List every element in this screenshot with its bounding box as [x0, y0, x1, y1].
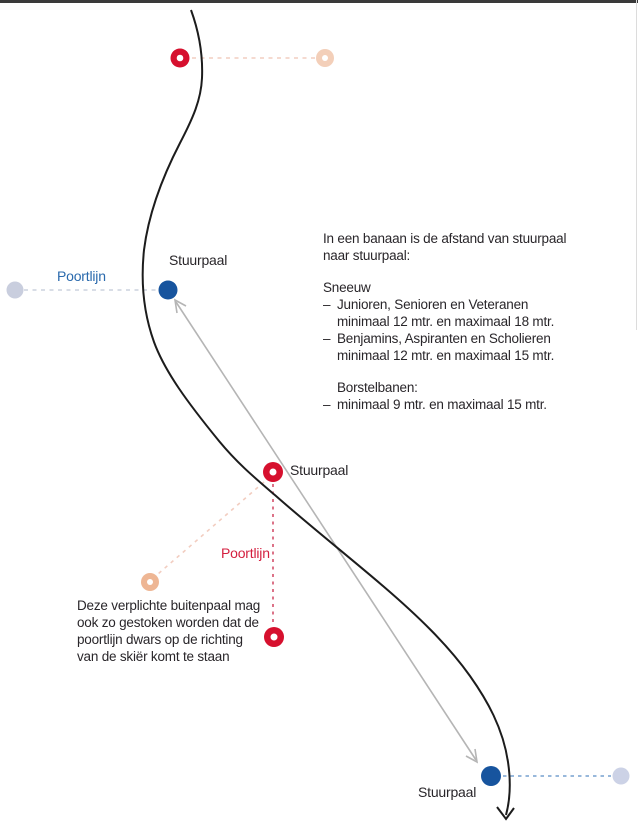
rules-intro-line1: In een banaan is de afstand van stuurpaal: [323, 231, 567, 246]
rules-section-borstel-title: Borstelbanen:: [337, 380, 418, 395]
pole-hole: [322, 55, 328, 61]
stuurpaal-label-lower: Stuurpaal: [418, 784, 477, 800]
note-line2: ook zo gestoken worden dat de: [77, 615, 259, 630]
poortpaal-dot-right-lavender: [613, 768, 630, 785]
pole-hole: [177, 55, 184, 62]
rules-item-text: Junioren, Senioren en Veteranen: [337, 297, 529, 312]
pole-hole: [271, 634, 278, 641]
rules-item-text: minimaal 9 mtr. en maximaal 15 mtr.: [337, 397, 547, 412]
spacer: [323, 264, 566, 279]
rules-intro-line2: naar stuurpaal:: [323, 248, 411, 263]
buitenpaal-note-block: [77, 597, 260, 665]
distance-rules-block: [323, 230, 566, 413]
rules-item-sneeuw-2-range: minimaal 12 mtr. en maximaal 15 mtr.: [337, 348, 555, 363]
rules-section-sneeuw-title: Sneeuw: [323, 280, 371, 295]
bullet-dash: –: [323, 397, 331, 412]
stuurpaal-dot-top-red: [171, 49, 190, 68]
buitenpaal-dot-low-red: [264, 627, 284, 647]
spacer: [323, 364, 566, 379]
rules-item-borstel-1: [323, 396, 566, 413]
poortlijn-label-blue: Poortlijn: [57, 268, 106, 284]
poortpaal-dot-left-lavender: [7, 282, 24, 299]
stuurpaal-label-mid: Stuurpaal: [290, 462, 349, 478]
rules-item-sneeuw-1-range: minimaal 12 mtr. en maximaal 18 mtr.: [337, 314, 555, 329]
pole-hole: [270, 469, 277, 476]
stuurpaal-dot-mid-red: [263, 462, 283, 482]
stuurpaal-dot-blue-upper: [159, 281, 178, 300]
note-line3: poortlijn dwars op de richting: [77, 632, 243, 647]
rules-item-text: Benjamins, Aspiranten en Scholieren: [337, 331, 551, 346]
buitenpaal-dot-top-pale: [316, 49, 334, 67]
bullet-dash: –: [323, 331, 331, 346]
poortlijn-label-red: Poortlijn: [221, 545, 270, 561]
pole-hole: [147, 579, 153, 585]
note-line1: Deze verplichte buitenpaal mag: [77, 598, 261, 613]
note-line4: van de skiër komt te staan: [77, 649, 230, 664]
rules-item-sneeuw-2: [323, 330, 566, 347]
buitenpaal-dot-orange: [141, 573, 159, 591]
stuurpaal-label-upper: Stuurpaal: [169, 252, 228, 268]
rules-item-sneeuw-1: [323, 296, 566, 313]
course-curve: [143, 10, 514, 819]
bullet-dash: –: [323, 297, 331, 312]
stuurpaal-dot-blue-lower: [481, 766, 501, 786]
